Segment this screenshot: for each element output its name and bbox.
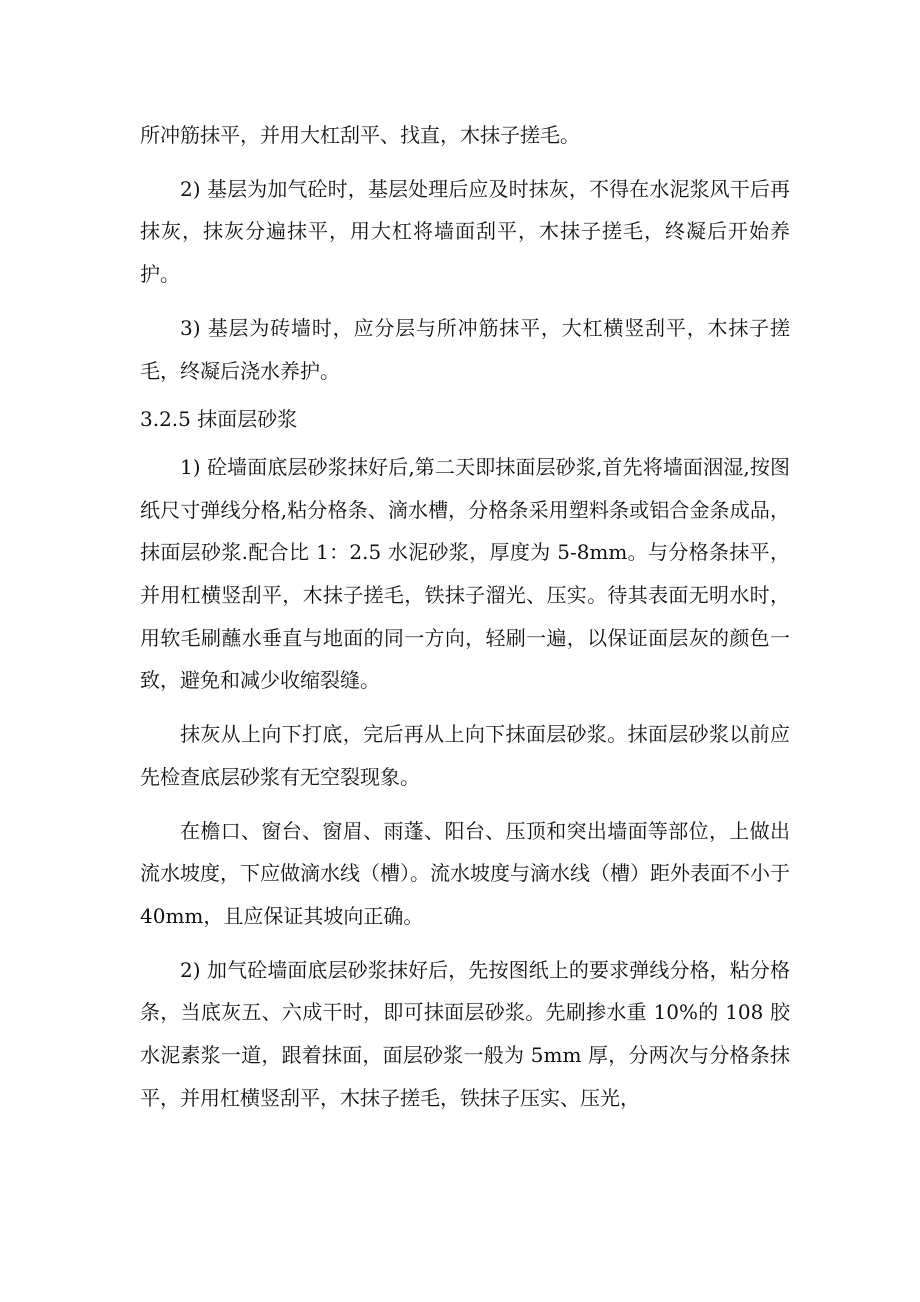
paragraph-plastering-order: 抹灰从上向下打底，完后再从上向下抹面层砂浆。抹面层砂浆以前应先检查底层砂浆有无空裂现象。 <box>140 722 790 789</box>
paragraph-aerated-concrete-surface-mortar: 2) 加气砼墙面底层砂浆抹好后，先按图纸上的要求弹线分格，粘分格条，当底灰五、六成干时，即可抹面层砂浆。先刷掺水重 10%的 108 胶水泥素浆一道，跟着抹面，面层砂浆一般为 5mm 厚，分两次与分格条抹平，并用杠横竖刮平，木抹子搓毛，铁抹子压实、压光， <box>140 957 790 1110</box>
section-heading: 3.2.5 抹面层砂浆 <box>140 407 298 432</box>
document-body <box>140 114 790 1130</box>
paragraph-aerated-concrete-base: 2) 基层为加气砼时，基层处理后应及时抹灰，不得在水泥浆风干后再抹灰，抹灰分遍抹平，用大杠将墙面刮平，木抹子搓毛，终凝后开始养护。 <box>140 176 790 287</box>
paragraph-continuation: 所冲筋抹平，并用大杠刮平、找直，木抹子搓毛。 <box>140 123 580 147</box>
paragraph-brick-wall-base: 3) 基层为砖墙时，应分层与所冲筋抹平，大杠横竖刮平，木抹子搓毛，终凝后浇水养护。 <box>140 315 790 383</box>
paragraph-concrete-wall-surface-mortar: 1) 砼墙面底层砂浆抹好后,第二天即抹面层砂浆,首先将墙面洇湿,按图纸尺寸弹线分格,粘分格条、滴水槽，分格条采用塑料条或铝合金条成品，抹面层砂浆.配合比 1：2.5 水泥砂浆，厚度为 5-8mm。与分格条抹平，并用杠横竖刮平，木抹子搓毛，铁抹子溜光、压实。待其表面无明水时，用软毛刷蘸水垂直与地面的同一方向，轻刷一遍，以保证面层灰的颜色一致，避免和减少收缩裂缝。 <box>140 454 790 693</box>
paragraph-drip-lines: 在檐口、窗台、窗眉、雨蓬、阳台、压顶和突出墙面等部位，上做出流水坡度，下应做滴水线（槽）。流水坡度与滴水线（槽）距外表面不小于 40mm，且应保证其坡向正确。 <box>140 818 790 928</box>
